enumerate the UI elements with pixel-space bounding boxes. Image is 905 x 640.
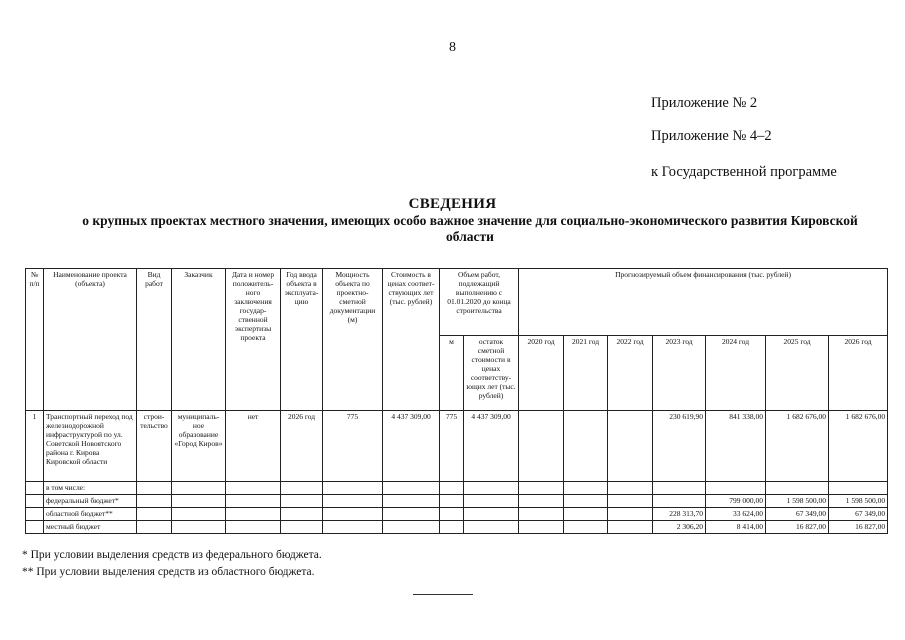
project-2023: 230 619,90 bbox=[653, 411, 706, 482]
project-2026: 1 682 676,00 bbox=[829, 411, 888, 482]
projects-table bbox=[25, 268, 888, 534]
end-divider bbox=[413, 594, 473, 595]
federal-label: федеральный бюджет* bbox=[44, 495, 137, 508]
table-row-including bbox=[26, 482, 888, 495]
federal-2022 bbox=[608, 495, 653, 508]
local-2023: 2 306,20 bbox=[653, 521, 706, 534]
project-2022 bbox=[608, 411, 653, 482]
regional-2021 bbox=[564, 508, 608, 521]
header-expertise: Дата и номер положитель-ного заключения государ-ственной экспертизы проекта bbox=[226, 269, 281, 411]
appendix-line-3: к Государственной программе bbox=[651, 164, 837, 180]
federal-2021 bbox=[564, 495, 608, 508]
federal-2026: 1 598 500,00 bbox=[829, 495, 888, 508]
header-num: № п/п bbox=[26, 269, 44, 411]
project-num: 1 bbox=[26, 411, 44, 482]
table-row-local bbox=[26, 521, 888, 534]
regional-2022 bbox=[608, 508, 653, 521]
header-year-2025: 2025 год bbox=[766, 336, 829, 411]
local-2025: 16 827,00 bbox=[766, 521, 829, 534]
header-year-2021: 2021 год bbox=[564, 336, 608, 411]
including-label: в том числе: bbox=[44, 482, 137, 495]
project-2021 bbox=[564, 411, 608, 482]
regional-2024: 33 624,00 bbox=[706, 508, 766, 521]
table-row-federal bbox=[26, 495, 888, 508]
header-year-2026: 2026 год bbox=[829, 336, 888, 411]
header-remaining-work: Объем работ, подлежащий выполнению с 01.01.2020 до конца строительства bbox=[440, 269, 519, 336]
header-remaining-cost: остаток сметной стоимости в ценах соответству-ющих лет (тыс. рублей) bbox=[464, 336, 519, 411]
header-customer: Заказчик bbox=[172, 269, 226, 411]
project-2025: 1 682 676,00 bbox=[766, 411, 829, 482]
project-cost: 4 437 309,00 bbox=[383, 411, 440, 482]
header-capacity: Мощность объекта по проектно-сметной документации (м) bbox=[323, 269, 383, 411]
project-commission-year: 2026 год bbox=[281, 411, 323, 482]
regional-2023: 228 313,70 bbox=[653, 508, 706, 521]
header-year-2024: 2024 год bbox=[706, 336, 766, 411]
document-title: СВЕДЕНИЯ bbox=[408, 196, 497, 212]
appendix-line-1: Приложение № 2 bbox=[651, 95, 758, 111]
header-name: Наименование проекта (объекта) bbox=[44, 269, 137, 411]
header-commission-year: Год ввода объекта в эксплуата-цию bbox=[281, 269, 323, 411]
project-expertise: нет bbox=[226, 411, 281, 482]
local-label: местный бюджет bbox=[44, 521, 137, 534]
project-customer: муниципаль-ное образование «Город Киров» bbox=[172, 411, 226, 482]
footnote-federal: * При условии выделения средств из федерального бюджета. bbox=[22, 549, 322, 561]
project-2024: 841 338,00 bbox=[706, 411, 766, 482]
regional-label: областной бюджет** bbox=[44, 508, 137, 521]
regional-2020 bbox=[519, 508, 564, 521]
federal-2020 bbox=[519, 495, 564, 508]
header-work-type: Вид работ bbox=[137, 269, 172, 411]
appendix-line-2: Приложение № 4–2 bbox=[651, 128, 772, 144]
header-year-2020: 2020 год bbox=[519, 336, 564, 411]
local-2026: 16 827,00 bbox=[829, 521, 888, 534]
local-2021 bbox=[564, 521, 608, 534]
local-2024: 8 414,00 bbox=[706, 521, 766, 534]
project-remaining-cost: 4 437 309,00 bbox=[464, 411, 519, 482]
project-2020 bbox=[519, 411, 564, 482]
header-remaining-m: м bbox=[440, 336, 464, 411]
regional-2026: 67 349,00 bbox=[829, 508, 888, 521]
regional-2025: 67 349,00 bbox=[766, 508, 829, 521]
document-subtitle: о крупных проектах местного значения, имеющих особо важное значение для социально-экономического развития Кировской области bbox=[82, 213, 858, 244]
page-number: 8 bbox=[449, 40, 456, 55]
header-forecast: Прогнозируемый объем финансирования (тыс. рублей) bbox=[519, 269, 888, 336]
project-name: Транспортный переход под железнодорожной инфраструктурой по ул. Советской Новоятского района г. Кирова Кировской области bbox=[44, 411, 137, 482]
federal-2025: 1 598 500,00 bbox=[766, 495, 829, 508]
table-row-regional bbox=[26, 508, 888, 521]
header-year-2023: 2023 год bbox=[653, 336, 706, 411]
local-2022 bbox=[608, 521, 653, 534]
federal-2023 bbox=[653, 495, 706, 508]
header-cost: Стоимость в ценах соответ-ствующих лет (тыс. рублей) bbox=[383, 269, 440, 411]
local-2020 bbox=[519, 521, 564, 534]
federal-2024: 799 000,00 bbox=[706, 495, 766, 508]
footnote-regional: ** При условии выделения средств из областного бюджета. bbox=[22, 566, 315, 578]
table-row-project bbox=[26, 411, 888, 482]
project-work-type: строи-тельство bbox=[137, 411, 172, 482]
project-capacity: 775 bbox=[323, 411, 383, 482]
header-year-2022: 2022 год bbox=[608, 336, 653, 411]
project-remaining-m: 775 bbox=[440, 411, 464, 482]
